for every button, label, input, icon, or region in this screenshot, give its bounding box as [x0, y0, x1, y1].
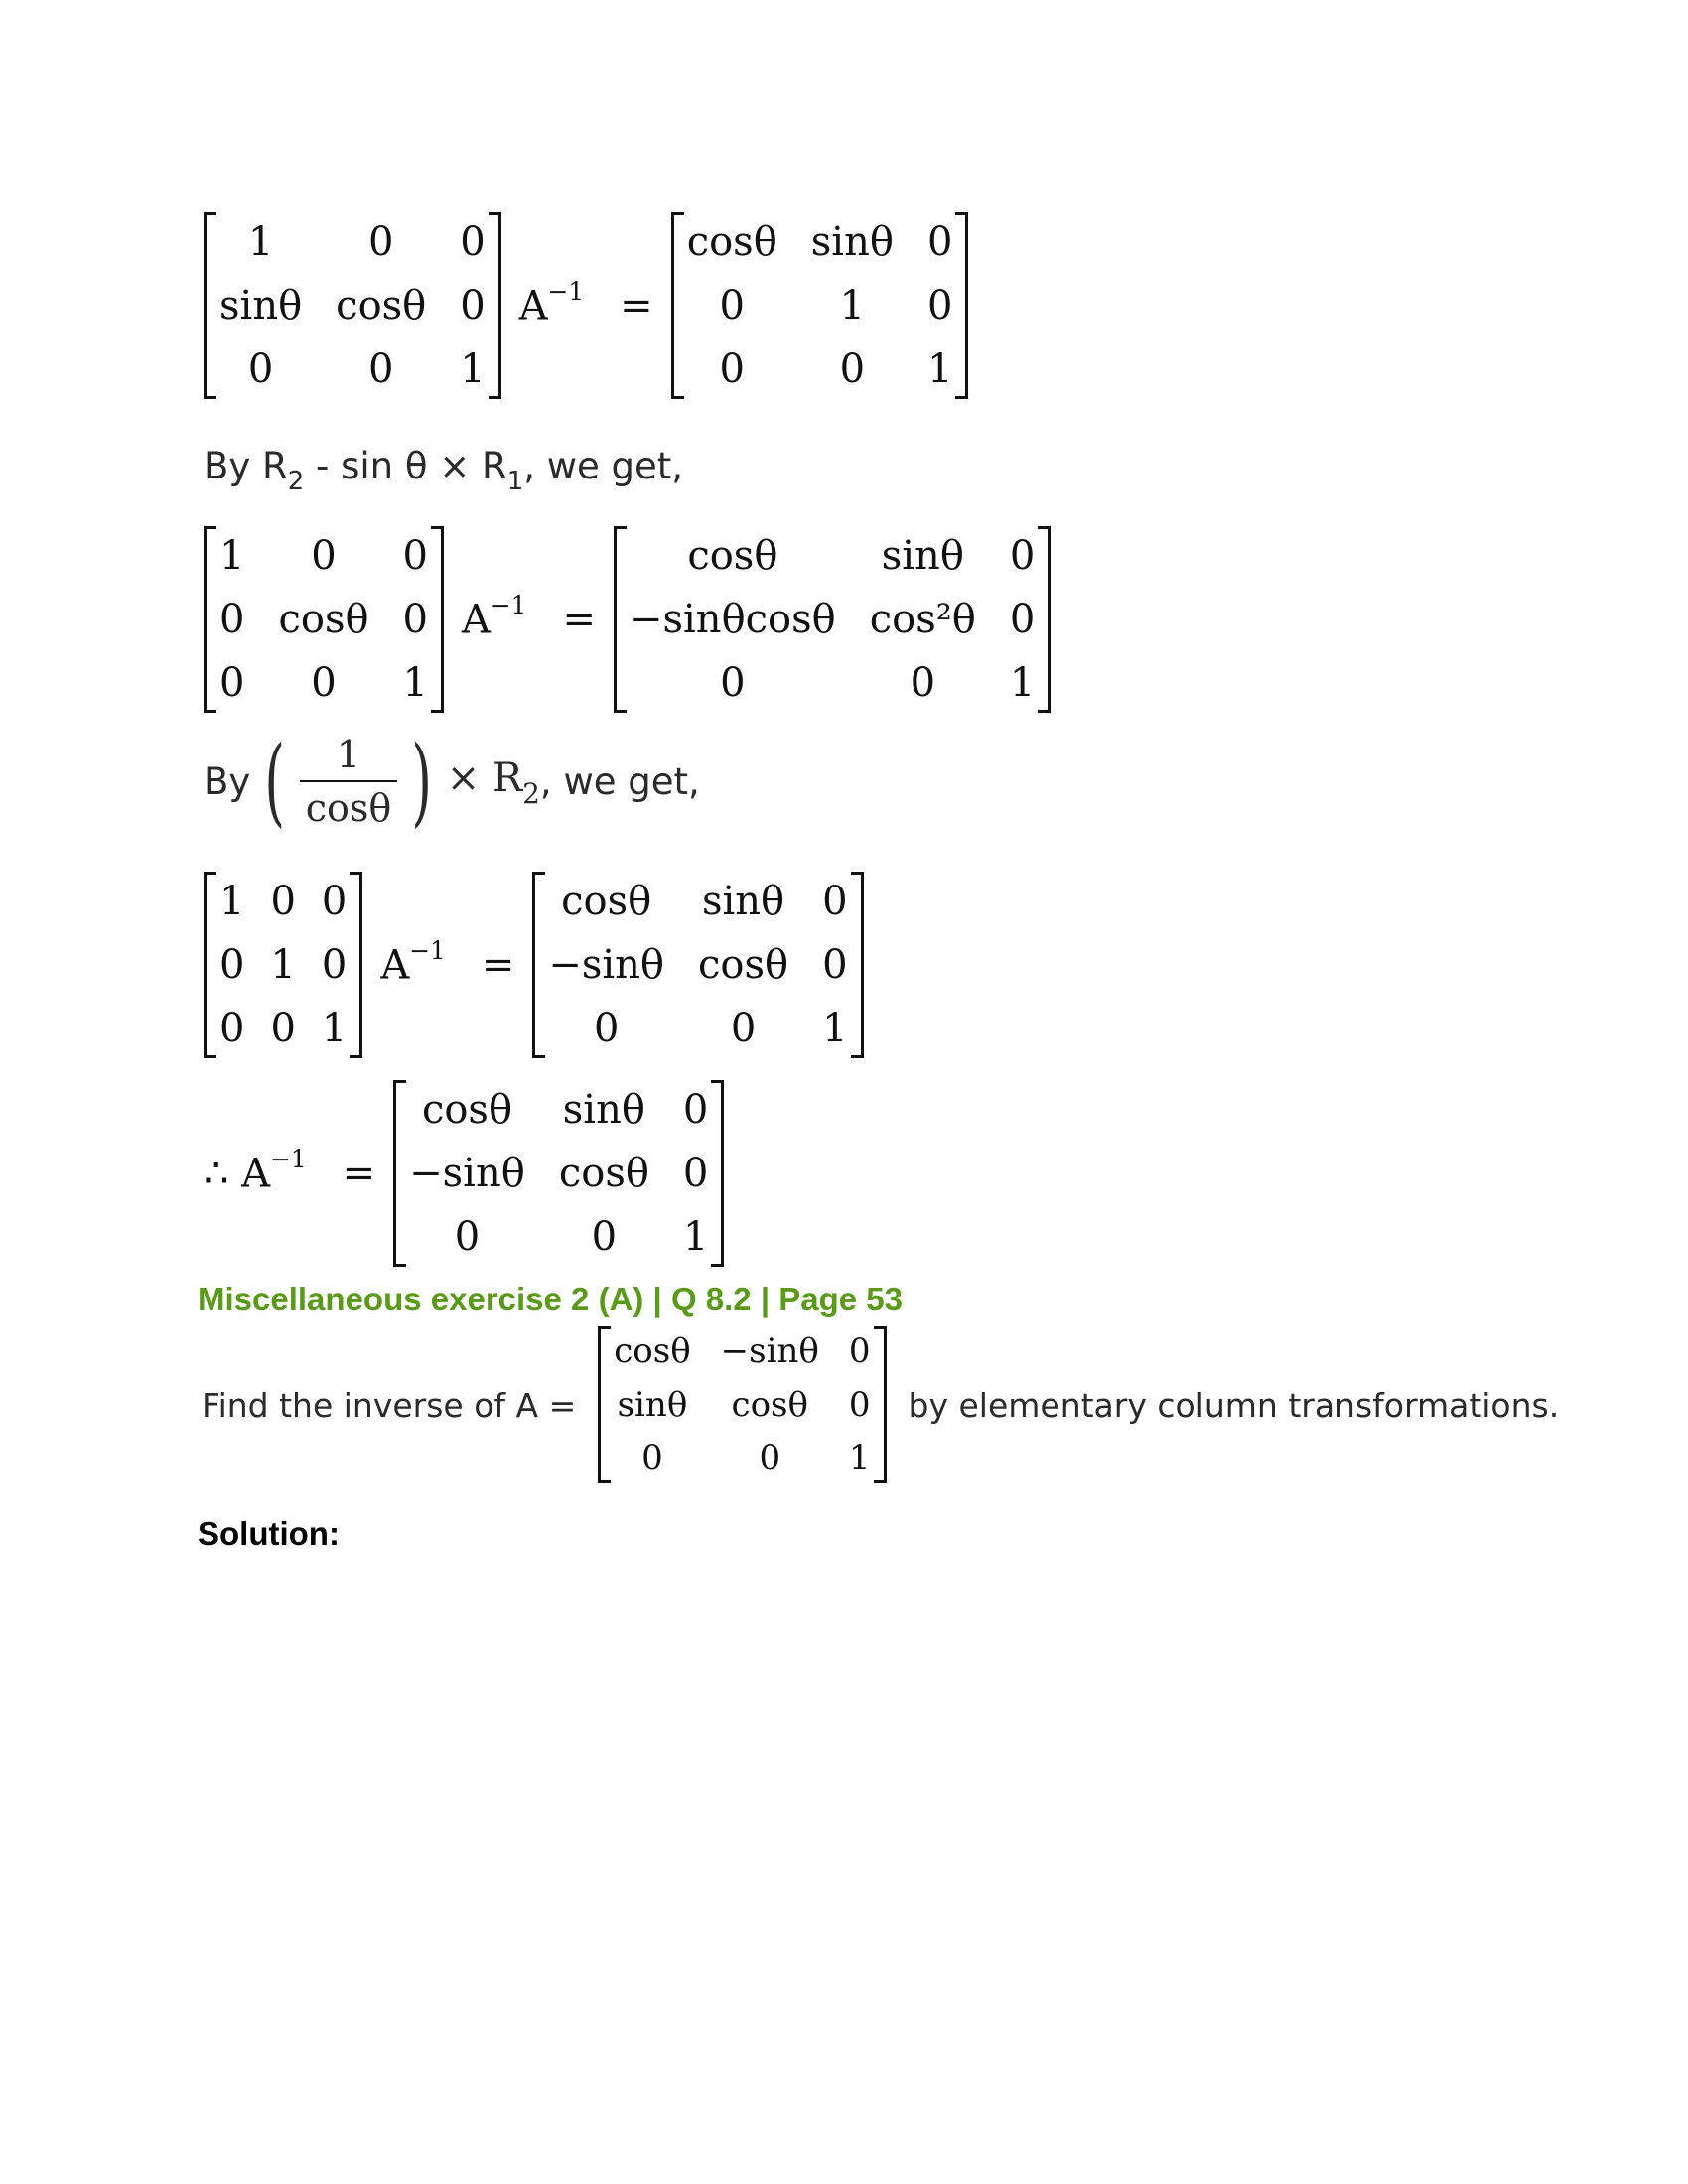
solution-label: Solution: [198, 1515, 340, 1552]
matrix-cell: 0 [311, 660, 337, 706]
matrix-cell: 0 [822, 942, 848, 988]
matrix-cell: 0 [454, 1214, 481, 1260]
left-paren: ( [264, 726, 286, 837]
matrix-cell: 0 [321, 879, 348, 924]
matrix-cell: cosθ [558, 1151, 649, 1196]
matrix-cell: 1 [682, 1214, 709, 1260]
matrix-cell: 0 [402, 597, 428, 642]
fraction-numerator: 1 [336, 733, 361, 776]
matrix-cell: 0 [926, 283, 953, 329]
matrix-cell: 1 [1009, 660, 1036, 706]
matrix [598, 1324, 886, 1485]
matrix-cell: 0 [219, 1006, 245, 1051]
matrix-cell: 0 [219, 660, 245, 706]
matrix-cell: 0 [247, 346, 274, 392]
matrix-cell: 0 [848, 1385, 871, 1425]
equation-1 [204, 210, 968, 401]
step-text: By [204, 759, 251, 803]
matrix-cell: cosθ [561, 879, 652, 924]
matrix-cell: 0 [682, 1151, 709, 1196]
matrix-cell: 0 [219, 597, 245, 642]
matrix [393, 1078, 724, 1269]
matrix-cell: −sinθ [548, 942, 665, 988]
matrix-cell: 0 [759, 1438, 781, 1478]
step-text: By R [204, 445, 288, 487]
inverse-exponent: −1 [409, 936, 446, 966]
matrix-cell: 1 [839, 283, 866, 329]
matrix-cell: 1 [219, 533, 245, 579]
question-prefix: Find the inverse of A = [202, 1385, 577, 1425]
matrix-cell: cosθ [698, 942, 789, 988]
matrix-cell: 0 [367, 346, 394, 392]
matrix-cell: 0 [822, 879, 848, 924]
question-suffix: by elementary column transformations. [908, 1385, 1560, 1425]
matrix-cell: sinθ [810, 219, 894, 265]
equation-4 [204, 1078, 724, 1269]
fraction [300, 733, 398, 830]
matrix-cell: −sinθ [720, 1331, 819, 1371]
matrix-cell: −sinθ [409, 1151, 525, 1196]
matrix-cell: 0 [219, 942, 245, 988]
matrix-cell: 1 [270, 942, 296, 988]
step-text: , we get, [539, 759, 700, 803]
matrix-cell: 0 [848, 1331, 871, 1371]
matrix-cell: sinθ [881, 533, 964, 579]
step-text: × $R_2$ [446, 755, 540, 810]
inverse-exponent: −1 [490, 591, 527, 620]
matrix-cell: 1 [848, 1438, 871, 1478]
matrix-cell: 0 [641, 1438, 663, 1478]
matrix-label: A [518, 283, 548, 330]
equation-2 [204, 524, 1051, 715]
matrix-cell: 0 [311, 533, 337, 579]
matrix-label: A [462, 597, 491, 643]
subscript: 1 [506, 466, 524, 496]
question-heading[interactable]: Miscellaneous exercise 2 (A) | Q 8.2 | Page 53 [198, 1281, 903, 1317]
matrix-cell: 0 [720, 660, 746, 706]
equals-sign: = [481, 942, 515, 988]
matrix-cell: 0 [367, 219, 394, 265]
matrix-cell: 0 [460, 283, 486, 329]
matrix-cell: 0 [402, 533, 428, 579]
subscript: 2 [287, 466, 305, 496]
matrix [671, 210, 969, 401]
question-body [202, 1324, 1559, 1485]
matrix [204, 210, 501, 401]
matrix-cell: 1 [926, 346, 953, 392]
matrix-cell: 0 [270, 1006, 296, 1051]
matrix-cell: sinθ [617, 1385, 688, 1425]
equals-sign: = [342, 1151, 376, 1196]
matrix-cell: cosθ [421, 1087, 513, 1133]
matrix-cell: 0 [593, 1006, 620, 1051]
matrix-cell: −sinθcosθ [629, 597, 836, 642]
matrix-cell: cosθ [336, 283, 427, 329]
inverse-exponent: −1 [270, 1145, 307, 1174]
matrix-cell: 1 [247, 219, 274, 265]
matrix-cell: 0 [910, 660, 936, 706]
fraction-denominator: cosθ [300, 780, 398, 830]
matrix [532, 870, 863, 1060]
matrix-cell: 1 [219, 879, 245, 924]
matrix-cell: sinθ [219, 283, 303, 329]
matrix-cell: 1 [460, 346, 486, 392]
matrix-cell: cos²θ [869, 597, 976, 642]
step-text: , we get, [523, 445, 684, 487]
matrix [204, 524, 444, 715]
matrix-cell: 0 [460, 219, 486, 265]
matrix-cell: 0 [682, 1087, 709, 1133]
equation-3 [204, 870, 864, 1060]
subscript: 2 [522, 776, 540, 810]
matrix-cell: 0 [1009, 597, 1036, 642]
inverse-exponent: −1 [547, 277, 585, 307]
matrix-cell: 0 [719, 283, 745, 329]
matrix-label: A [380, 942, 410, 989]
right-paren: ) [411, 726, 433, 837]
matrix-cell: 0 [926, 219, 953, 265]
matrix-cell: 1 [402, 660, 428, 706]
matrix-cell: cosθ [686, 219, 777, 265]
step-1-text [204, 445, 684, 496]
matrix-cell: 0 [839, 346, 866, 392]
equals-sign: = [562, 597, 596, 642]
matrix-cell: 0 [1009, 533, 1036, 579]
equals-sign: = [620, 283, 653, 329]
step-2-text [204, 726, 700, 837]
matrix-cell: sinθ [701, 879, 785, 924]
matrix-cell: 1 [321, 1006, 348, 1051]
matrix [614, 524, 1051, 715]
matrix-cell: cosθ [687, 533, 778, 579]
step-text: - sin θ × R [304, 445, 507, 487]
matrix-cell: 1 [822, 1006, 848, 1051]
therefore-label: ∴ A [204, 1151, 271, 1197]
matrix [204, 870, 362, 1060]
matrix-cell: cosθ [614, 1331, 691, 1371]
matrix-cell: 0 [321, 942, 348, 988]
matrix-cell: 0 [730, 1006, 757, 1051]
matrix-cell: cosθ [278, 597, 369, 642]
matrix-cell: 0 [719, 346, 745, 392]
matrix-cell: 0 [270, 879, 296, 924]
matrix-cell: 0 [591, 1214, 618, 1260]
matrix-cell: cosθ [731, 1385, 808, 1425]
matrix-cell: sinθ [562, 1087, 645, 1133]
